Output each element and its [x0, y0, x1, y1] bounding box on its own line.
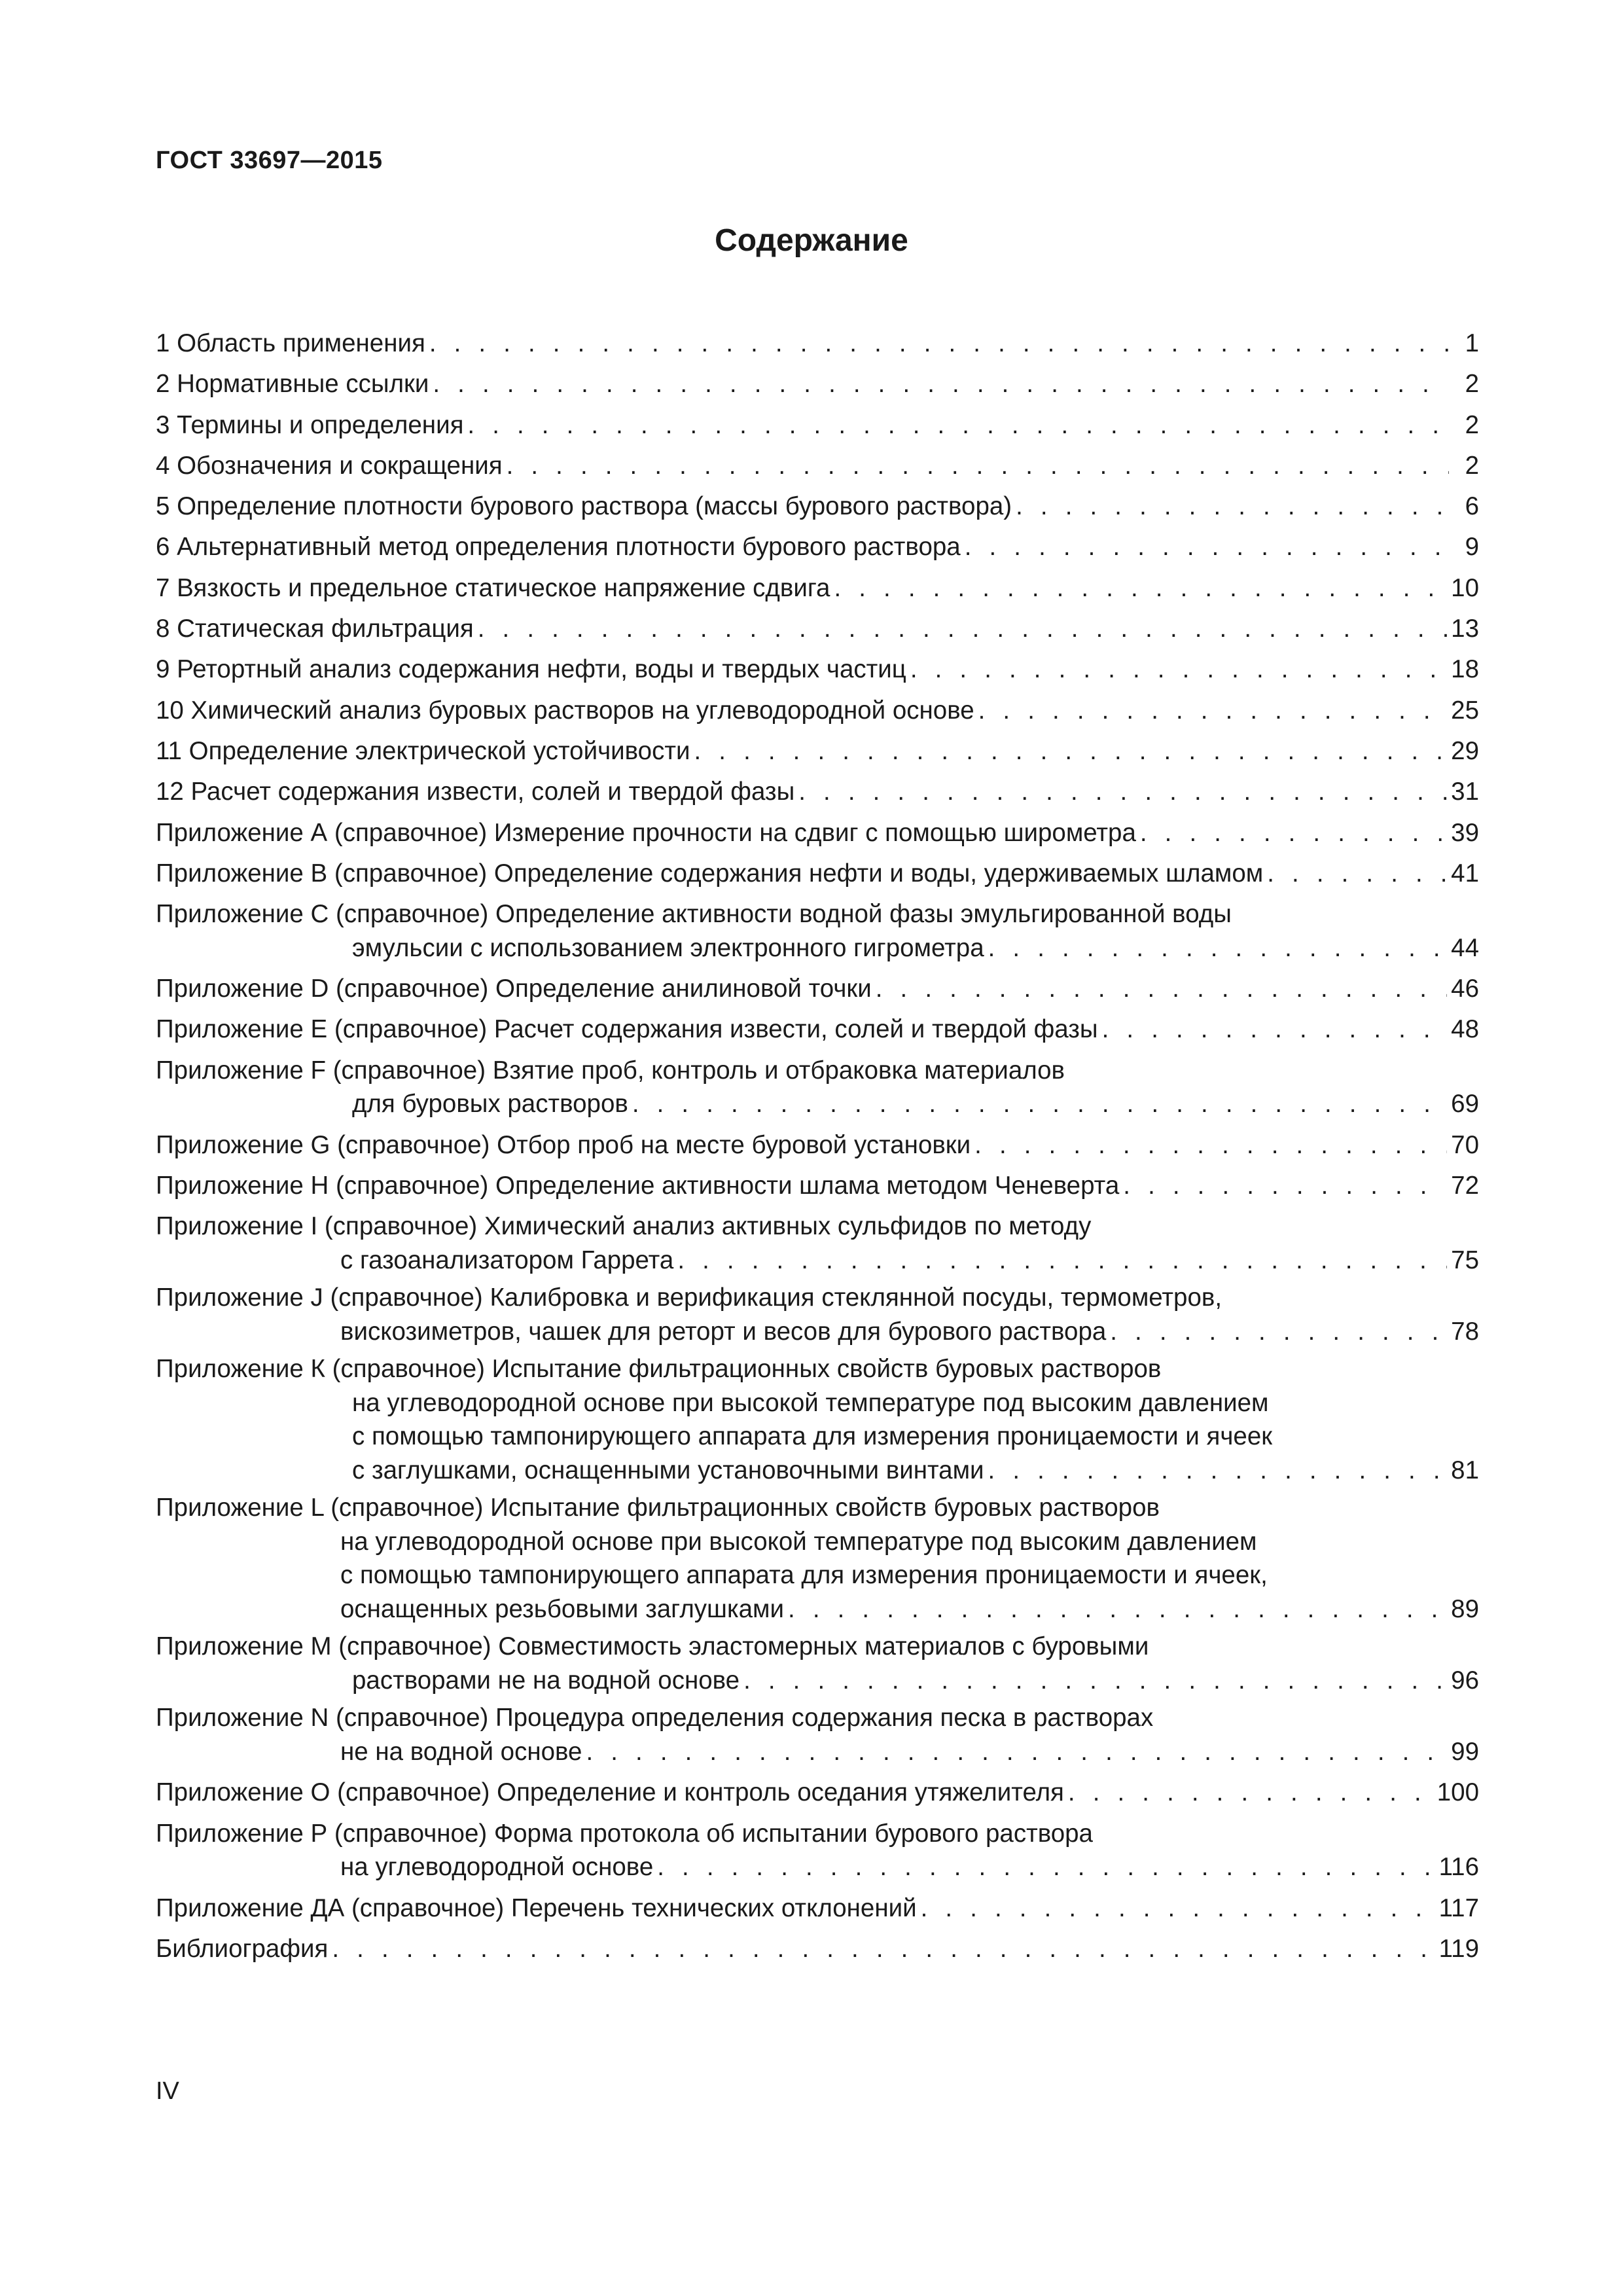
toc-page-number: 44 — [1451, 933, 1479, 962]
toc-entry[interactable] — [156, 969, 1479, 1009]
toc-page-number: 96 — [1451, 1666, 1479, 1695]
toc-entry-text: 12 Расчет содержания извести, солей и твердой фазы — [156, 778, 795, 806]
toc-entry-text: 10 Химический анализ буровых растворов на углеводородной основе — [156, 696, 974, 725]
toc-entry[interactable] — [156, 1929, 1479, 1969]
toc-entry-text: эмульсии с использованием электронного гигрометра — [352, 933, 984, 962]
toc-entry[interactable] — [156, 1772, 1479, 1813]
dot-leader — [1068, 1772, 1433, 1813]
toc-entry[interactable] — [156, 568, 1479, 609]
toc-entry-text: Приложение А (справочное) Измерение прочности на сдвиг с помощью широметра — [156, 818, 1136, 847]
dot-leader — [978, 691, 1448, 731]
toc-entry[interactable] — [156, 1817, 1479, 1884]
toc-entry[interactable] — [156, 323, 1479, 364]
toc-entry-text: вискозиметров, чашек для реторт и весов для бурового раствора — [340, 1317, 1107, 1346]
dot-leader — [965, 527, 1449, 567]
toc-entry[interactable] — [156, 897, 1479, 965]
dot-leader — [507, 446, 1449, 486]
toc-page-number: 25 — [1451, 696, 1479, 725]
toc-entry-text: 1 Область применения — [156, 329, 425, 357]
toc-entry[interactable] — [156, 1888, 1479, 1929]
dot-leader — [1123, 1166, 1447, 1206]
toc-entry-text: 11 Определение электрической устойчивости — [156, 736, 690, 765]
toc-page-number: 6 — [1465, 492, 1479, 521]
dot-leader — [332, 1929, 1435, 1969]
dot-leader — [910, 649, 1447, 690]
toc-page-number: 2 — [1465, 451, 1479, 480]
toc-entry-text: Приложение К (справочное) Испытание фильтрационных свойств буровых растворов — [156, 1355, 1162, 1384]
toc-entry-text: для буровых растворов — [352, 1090, 628, 1119]
toc-entry-text: на углеводородной основе — [340, 1853, 654, 1882]
dot-leader — [798, 772, 1447, 812]
toc-entry-text: 7 Вязкость и предельное статическое напряжение сдвига — [156, 573, 830, 602]
toc-entry-text: Приложение ДА (справочное) Перечень технических отклонений — [156, 1893, 917, 1922]
toc-entry-text: на углеводородной основе при высокой температуре под высоким давлением — [352, 1388, 1269, 1417]
dot-leader — [988, 1454, 1448, 1488]
table-of-contents — [156, 323, 1479, 1969]
toc-page-number: 39 — [1451, 818, 1479, 847]
toc-page-number: 78 — [1451, 1317, 1479, 1346]
toc-page-number: 75 — [1451, 1246, 1479, 1274]
toc-entry[interactable] — [156, 446, 1479, 486]
toc-entry-text: Приложение О (справочное) Определение и контроль оседания утяжелителя — [156, 1778, 1064, 1807]
toc-page-number: 41 — [1451, 859, 1479, 888]
toc-entry-text: Приложение J (справочное) Калибровка и верификация стеклянной посуды, термометров, — [156, 1283, 1222, 1312]
toc-entry-text: Приложение Е (справочное) Расчет содержания извести, солей и твердой фазы — [156, 1015, 1098, 1044]
dot-leader — [467, 405, 1449, 446]
toc-entry-text: 4 Обозначения и сокращения — [156, 451, 503, 480]
dot-leader — [586, 1735, 1447, 1769]
toc-entry-text: на углеводородной основе при высокой температуре под высоким давлением — [340, 1527, 1257, 1556]
toc-page-number: 31 — [1451, 778, 1479, 806]
toc-entry[interactable] — [156, 1009, 1479, 1050]
dot-leader — [988, 931, 1448, 965]
toc-entry-text: 9 Ретортный анализ содержания нефти, воды и твердых частиц — [156, 655, 906, 684]
toc-entry-text: 8 Статическая фильтрация — [156, 615, 474, 643]
dot-leader — [1267, 853, 1447, 894]
dot-leader — [921, 1888, 1435, 1929]
dot-leader — [478, 609, 1447, 649]
toc-entry[interactable] — [156, 486, 1479, 527]
toc-page-number: 10 — [1451, 573, 1479, 602]
toc-page-number: 46 — [1451, 975, 1479, 1003]
toc-entry-text: 5 Определение плотности бурового раствора (массы бурового раствора) — [156, 492, 1012, 521]
dot-leader — [743, 1664, 1447, 1698]
dot-leader — [788, 1592, 1447, 1626]
toc-entry[interactable] — [156, 405, 1479, 446]
toc-entry-text: Приложение D (справочное) Определение анилиновой точки — [156, 975, 872, 1003]
toc-page-number: 70 — [1451, 1130, 1479, 1159]
toc-entry[interactable] — [156, 772, 1479, 812]
dot-leader — [677, 1244, 1447, 1278]
toc-page-number: 29 — [1451, 736, 1479, 765]
toc-page-number: 100 — [1436, 1778, 1479, 1807]
toc-page-number: 89 — [1451, 1594, 1479, 1623]
page-number: IV — [156, 2077, 179, 2105]
toc-entry-text: Приложение G (справочное) Отбор проб на месте буровой установки — [156, 1130, 971, 1159]
toc-entry[interactable] — [156, 1491, 1479, 1626]
toc-entry[interactable] — [156, 1210, 1479, 1277]
toc-entry-text: 6 Альтернативный метод определения плотности бурового раствора — [156, 533, 961, 562]
toc-page-number: 72 — [1451, 1172, 1479, 1200]
toc-page-number: 13 — [1451, 615, 1479, 643]
toc-entry-text: 3 Термины и определения — [156, 410, 464, 439]
toc-entry[interactable] — [156, 1352, 1479, 1487]
toc-entry[interactable] — [156, 1281, 1479, 1348]
dot-leader — [834, 568, 1447, 609]
toc-entry-text: Приложение N (справочное) Процедура определения содержания песка в растворах — [156, 1704, 1154, 1732]
toc-entry-text: Приложение С (справочное) Определение активности водной фазы эмульгированной воды — [156, 900, 1232, 929]
toc-page-number: 81 — [1451, 1456, 1479, 1484]
toc-entry-text: с заглушками, оснащенными установочными винтами — [352, 1456, 984, 1484]
toc-title: Содержание — [715, 223, 908, 258]
dot-leader — [974, 1125, 1447, 1166]
toc-entry[interactable] — [156, 731, 1479, 772]
toc-entry-text: с помощью тампонирующего аппарата для измерения проницаемости и ячеек — [352, 1422, 1273, 1451]
toc-entry-text: растворами не на водной основе — [352, 1666, 740, 1695]
toc-page-number: 18 — [1451, 655, 1479, 684]
dot-leader — [1102, 1009, 1448, 1050]
toc-page-number: 117 — [1438, 1893, 1479, 1922]
toc-entry-text: Приложение L (справочное) Испытание фильтрационных свойств буровых растворов — [156, 1494, 1160, 1522]
toc-page-number: 2 — [1465, 410, 1479, 439]
toc-page-number: 69 — [1451, 1090, 1479, 1119]
toc-entry[interactable] — [156, 649, 1479, 690]
dot-leader — [429, 323, 1449, 364]
toc-page-number: 48 — [1451, 1015, 1479, 1044]
toc-entry[interactable] — [156, 1701, 1479, 1768]
toc-entry-text: не на водной основе — [340, 1737, 582, 1766]
toc-entry[interactable] — [156, 527, 1479, 567]
toc-entry[interactable] — [156, 1125, 1479, 1166]
toc-entry-text: Приложение Р (справочное) Форма протокола об испытании бурового раствора — [156, 1819, 1093, 1848]
toc-entry[interactable] — [156, 813, 1479, 853]
toc-entry-text: Приложение В (справочное) Определение содержания нефти и воды, удерживаемых шламом — [156, 859, 1264, 888]
toc-entry-text: с помощью тампонирующего аппарата для измерения проницаемости и ячеек, — [340, 1561, 1268, 1590]
dot-leader — [876, 969, 1447, 1009]
toc-entry-text: Приложение Н (справочное) Определение активности шлама методом Ченеверта — [156, 1172, 1120, 1200]
toc-entry-text: Библиография — [156, 1934, 329, 1963]
toc-page-number: 2 — [1465, 370, 1479, 399]
toc-page-number: 9 — [1465, 533, 1479, 562]
toc-entry-text: оснащенных резьбовыми заглушками — [340, 1594, 785, 1623]
dot-leader — [694, 731, 1447, 772]
toc-entry[interactable] — [156, 1054, 1479, 1121]
toc-entry[interactable] — [156, 609, 1479, 649]
dot-leader — [1140, 813, 1447, 853]
document-code: ГОСТ 33697—2015 — [156, 147, 383, 174]
toc-entry[interactable] — [156, 853, 1479, 894]
toc-entry[interactable] — [156, 691, 1479, 731]
dot-leader — [1110, 1315, 1447, 1349]
toc-entry-text: Приложение М (справочное) Совместимость эластомерных материалов с буровыми — [156, 1632, 1149, 1661]
toc-entry-text: 2 Нормативные ссылки — [156, 370, 429, 399]
toc-entry[interactable] — [156, 364, 1479, 404]
toc-page-number: 99 — [1451, 1737, 1479, 1766]
toc-entry-text: Приложение F (справочное) Взятие проб, контроль и отбраковка материалов — [156, 1056, 1065, 1085]
toc-page-number: 116 — [1438, 1853, 1479, 1882]
toc-page-number: 1 — [1465, 329, 1479, 357]
dot-leader — [1016, 486, 1449, 527]
toc-entry[interactable] — [156, 1630, 1479, 1697]
dot-leader — [657, 1850, 1435, 1884]
toc-page-number: 119 — [1438, 1934, 1479, 1963]
toc-entry-text: с газоанализатором Гаррета — [340, 1246, 674, 1274]
dot-leader — [632, 1087, 1447, 1121]
dot-leader — [433, 364, 1449, 404]
toc-entry[interactable] — [156, 1166, 1479, 1206]
toc-entry-text: Приложение I (справочное) Химический анализ активных сульфидов по методу — [156, 1212, 1092, 1241]
